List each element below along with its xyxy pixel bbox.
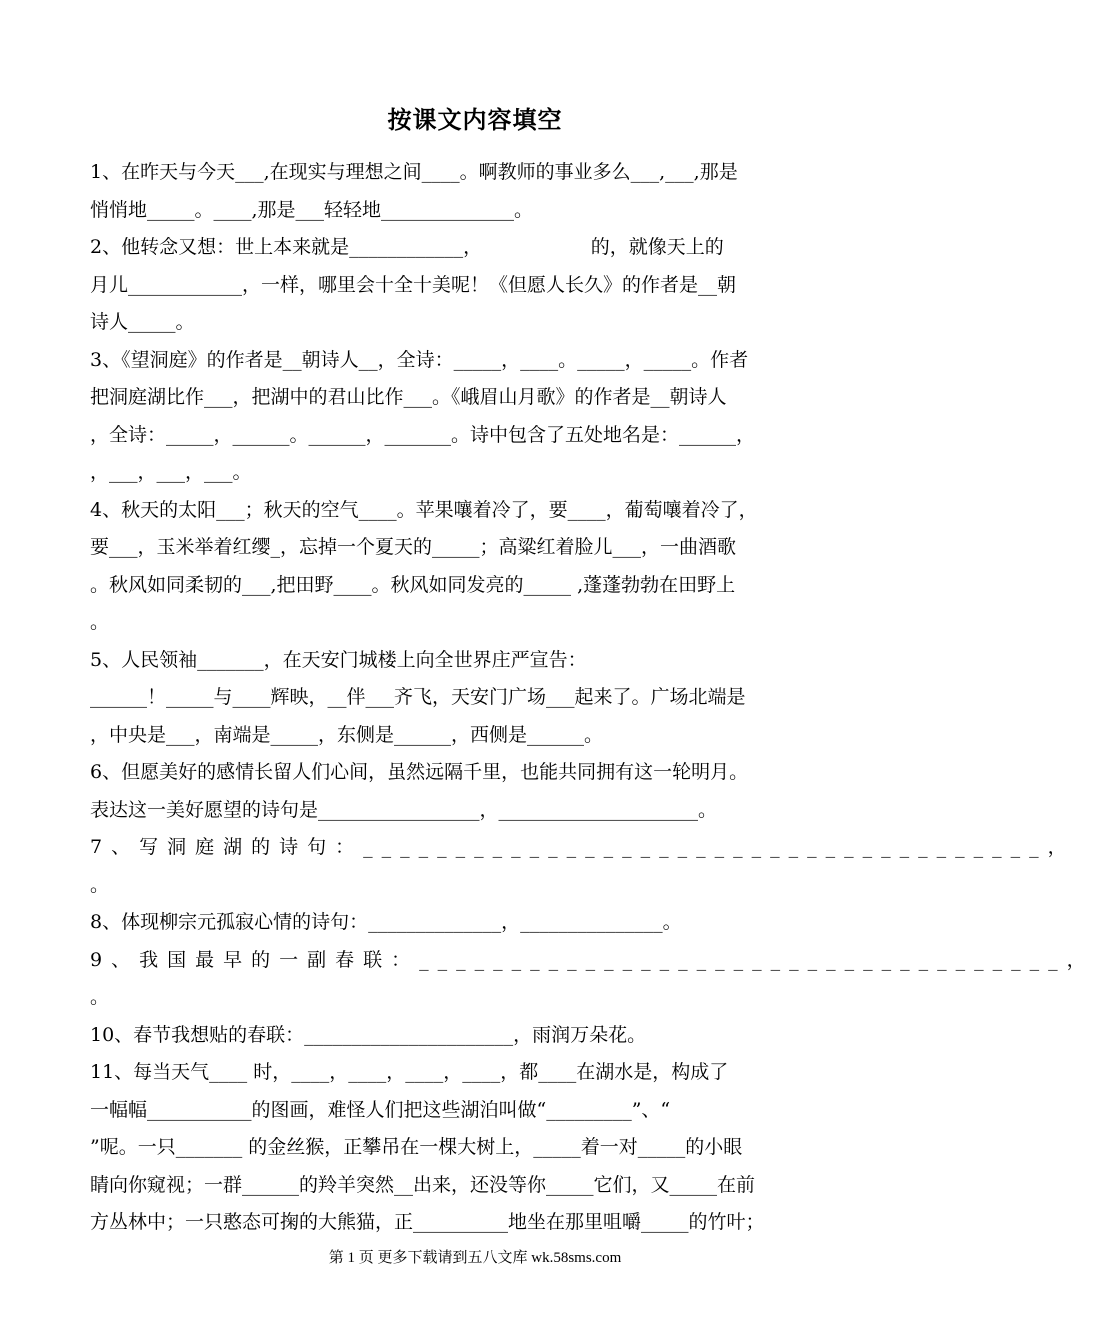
question-body <box>90 154 1095 1242</box>
text-line: 诗人_____。 <box>90 311 195 333</box>
text-line: 1、在昨天与今天___,在现实与理想之间____。啊教师的事业多么___,___,那是 <box>90 161 738 183</box>
text-line: 。 <box>90 611 110 633</box>
text-line: 6、但愿美好的感情长留人们心间，虽然远隔千里，也能共同拥有这一轮明月。 <box>90 761 749 783</box>
text-line: 。 <box>90 873 110 896</box>
text-line: 月儿____________，一样，哪里会十全十美呢！《但愿人长久》的作者是__朝 <box>90 273 737 296</box>
text-line: 。 <box>90 986 110 1008</box>
text-line: 7、写洞庭湖的诗句：_____________________________________， <box>90 836 1076 858</box>
text-line: 表达这一美好愿望的诗句是_________________，_____________________。 <box>90 798 718 821</box>
text-line: 睛向你窥视；一群______的羚羊突然__出来，还没等你_____它们，又_____在前 <box>90 1173 756 1196</box>
text-line: 把洞庭湖比作___，把湖中的君山比作___。《峨眉山月歌》的作者是__朝诗人 <box>90 386 727 408</box>
text-line: ，全诗：_____，______。______，_______。诗中包含了五处地名是：______， <box>90 423 756 446</box>
text-line: 9、我国最早的一副春联：___________________________________， <box>90 948 1095 971</box>
text-line: 5、人民领袖_______，在天安门城楼上向全世界庄严宣告： <box>90 648 587 671</box>
page-title: 按课文内容填空 <box>387 106 563 134</box>
page-footer: 第 1 页 更多下载请到五八文库 wk.58sms.com <box>328 1250 622 1266</box>
text-line: ，___，___，___。 <box>90 461 252 483</box>
text-line: 悄悄地_____。____,那是___轻轻地______________。 <box>90 198 534 221</box>
text-line: 4、秋天的太阳___；秋天的空气____。苹果嚷着冷了，要____，葡萄嚷着冷了， <box>90 498 758 521</box>
text-line: 2、他转念又想：世上本来就是____________， 的，就像天上的 <box>90 236 724 258</box>
text-line: 方丛林中；一只憨态可掬的大熊猫，正__________地坐在那里咀嚼_____的竹叶； <box>90 1211 765 1233</box>
text-line: ”呢。一只_______ 的金丝猴，正攀吊在一棵大树上，_____着一对_____的小眼 <box>90 1136 743 1158</box>
text-line: 一幅幅___________的图画，难怪人们把这些湖泊叫做“_________”、“ <box>90 1098 671 1121</box>
text-line: 。秋风如同柔韧的___,把田野____。秋风如同发亮的_____ ,蓬蓬勃勃在田野上 <box>90 573 736 596</box>
text-line: 8、体现柳宗元孤寂心情的诗句：______________，_______________。 <box>90 911 682 933</box>
text-line: 10、春节我想贴的春联：______________________，雨润万朵花。 <box>90 1023 647 1046</box>
text-line: 11、每当天气____ 时，____，____，____，____，都____在湖水是，构成了 <box>90 1061 729 1083</box>
text-line: 3、《望洞庭》的作者是__朝诗人__，全诗：_____，____。_____，_____。作者 <box>90 348 749 371</box>
text-line: ，中央是___，南端是_____，东侧是______，西侧是______。 <box>90 723 604 746</box>
text-line: ______！_____与____辉映，__伴___齐飞，天安门广场___起来了。广场北端是 <box>90 686 746 708</box>
text-line: 要___，玉米举着红缨_，忘掉一个夏天的_____；高粱红着脸儿___，一曲酒歌 <box>90 536 737 558</box>
